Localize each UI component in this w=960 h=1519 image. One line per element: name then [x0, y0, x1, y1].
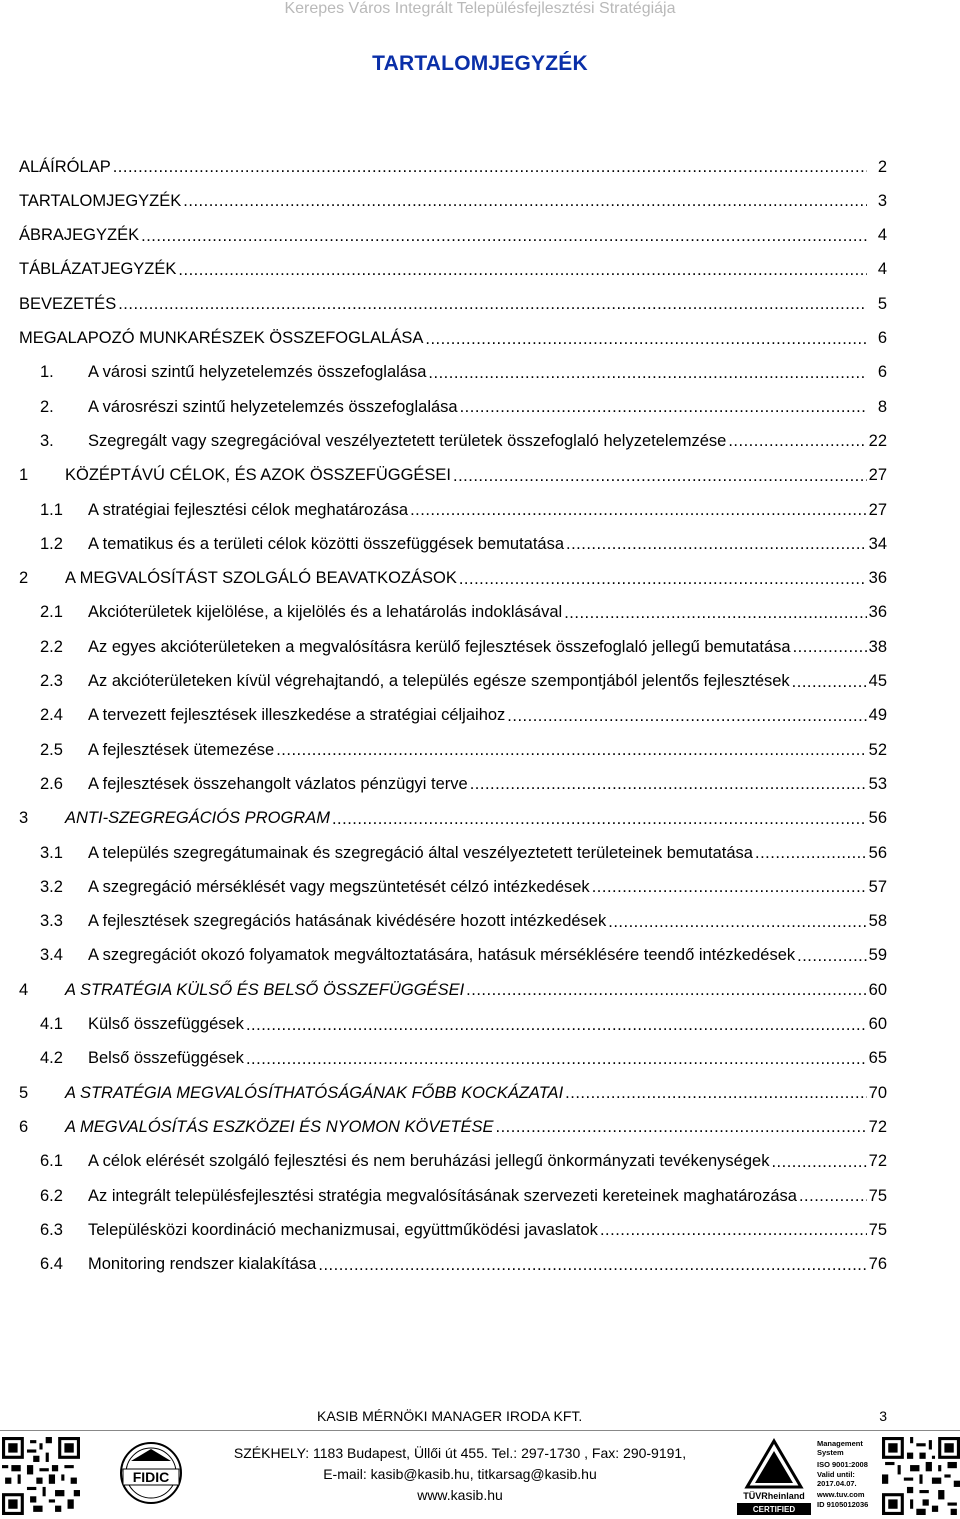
toc-entry-title: Településközi koordináció mechanizmusai, együttműködési javaslatok — [88, 1220, 598, 1239]
tuv-line-3: ISO 9001:2008 — [817, 1460, 868, 1469]
toc-entry-page: 22 — [868, 431, 887, 450]
toc-entry-number: 6.3 — [40, 1220, 63, 1239]
tuv-line-4: Valid until: — [817, 1470, 855, 1479]
toc-entry-number: 1.1 — [40, 500, 63, 519]
toc-entry[interactable] — [19, 150, 887, 184]
toc-entry-number: 6.1 — [40, 1152, 63, 1171]
toc-entry-page: 58 — [868, 912, 887, 931]
toc-leader-dots — [799, 1186, 867, 1206]
toc-entry[interactable] — [19, 527, 887, 561]
footer-email: E-mail: kasib@kasib.hu, titkarsag@kasib.hu — [323, 1466, 597, 1482]
toc-entry-page: 2 — [877, 157, 887, 176]
toc-entry-title: A városi szintű helyzetelemzés összefoglalása — [88, 363, 427, 382]
toc-entry-number: 6.2 — [40, 1186, 63, 1205]
toc-entry-title: Szegregált vagy szegregációval veszélyeztetett területek összefoglaló helyzetelemzése — [88, 431, 727, 450]
toc-entry-title: A szegregációt okozó folyamatok megváltoztatására, hatásuk mérséklésére teendő intézkedések — [88, 946, 796, 965]
toc-entry[interactable] — [19, 767, 887, 801]
toc-entry-page: 59 — [868, 946, 887, 965]
toc-entry-page: 53 — [868, 774, 887, 793]
qr-code-left-icon — [2, 1437, 80, 1515]
toc-leader-dots — [141, 226, 867, 246]
toc-entry[interactable] — [19, 1008, 887, 1042]
toc-entry-page: 65 — [868, 1049, 887, 1068]
toc-entry-page: 72 — [868, 1117, 887, 1136]
running-header: Kerepes Város Integrált Településfejlesztési Stratégiája — [284, 0, 676, 17]
toc-entry[interactable] — [19, 1145, 887, 1179]
toc-entry[interactable] — [19, 1042, 887, 1076]
toc-entry-page: 4 — [877, 260, 887, 279]
toc-entry-page: 52 — [868, 740, 887, 759]
toc-leader-dots — [496, 1117, 867, 1137]
toc-entry-title: Külső összefüggések — [88, 1015, 244, 1033]
toc-leader-dots — [459, 569, 867, 589]
toc-entry[interactable] — [19, 802, 887, 836]
toc-entry[interactable] — [19, 596, 887, 630]
toc-entry-page: 36 — [868, 569, 887, 588]
toc-entry[interactable] — [19, 836, 887, 870]
toc-entry[interactable] — [19, 665, 887, 699]
toc-entry-title: Akcióterületek kijelölése, a kijelölés és a lehatárolás indoklásával — [88, 603, 563, 622]
toc-entry-page: 45 — [868, 672, 887, 690]
fidic-logo-icon — [105, 1437, 197, 1515]
toc-leader-dots — [566, 534, 867, 554]
tuv-line-1: Management — [817, 1439, 863, 1448]
toc-entry-title: A szegregáció mérséklését vagy megszüntetését célzó intézkedések — [88, 877, 590, 896]
toc-entry[interactable] — [19, 390, 887, 424]
toc-entry-page: 75 — [868, 1186, 887, 1205]
toc-entry-title: A tervezett fejlesztések illeszkedése a stratégiai céljaihoz — [88, 706, 506, 725]
toc-entry-number: 2.1 — [40, 603, 63, 622]
toc-entry-title: Az egyes akcióterületeken a megvalósításra kerülő fejlesztések összefoglaló jellegű bemutatása — [88, 637, 791, 656]
footer-address: SZÉKHELY: 1183 Budapest, Üllői út 455. Tel.: 297-1730 , Fax: 290-9191, — [233, 1445, 687, 1461]
toc-entry[interactable] — [19, 459, 887, 493]
toc-entry[interactable] — [19, 493, 887, 527]
toc-entry-number: 2.3 — [40, 672, 63, 690]
toc-entry[interactable] — [19, 184, 887, 218]
toc-entry-title: BEVEZETÉS — [19, 294, 117, 313]
fidic-label: FIDIC — [132, 1469, 170, 1485]
toc-entry-number: 3 — [19, 809, 29, 828]
toc-entry[interactable] — [19, 1110, 887, 1144]
toc-entry-title: A fejlesztések szegregációs hatásának kivédésére hozott intézkedések — [88, 912, 607, 931]
toc-leader-dots — [564, 603, 866, 623]
toc-entry-page: 3 — [877, 191, 887, 210]
toc-entry-number: 3.3 — [40, 912, 63, 931]
toc-entry-title: A STRATÉGIA MEGVALÓSÍTHATÓSÁGÁNAK FŐBB KOCKÁZATAI — [65, 1083, 564, 1102]
toc-leader-dots — [470, 774, 867, 794]
toc-entry-page: 34 — [868, 534, 887, 553]
toc-entry-page: 70 — [868, 1083, 887, 1102]
toc-entry-page: 56 — [868, 809, 887, 828]
toc-entry-number: 6.4 — [40, 1255, 63, 1274]
footer-company-name: KASIB MÉRNÖKI MANAGER IRODA KFT. — [317, 1408, 583, 1424]
toc-entry[interactable] — [19, 424, 887, 458]
toc-entry-title: A stratégiai fejlesztési célok meghatározása — [88, 500, 409, 519]
toc-entry[interactable] — [19, 699, 887, 733]
toc-entry-title: A MEGVALÓSÍTÁS ESZKÖZEI ÉS NYOMON KÖVETÉSE — [65, 1117, 494, 1136]
toc-leader-dots — [592, 877, 867, 897]
toc-entry-page: 36 — [868, 603, 887, 622]
toc-leader-dots — [771, 1152, 866, 1172]
toc-entry-page: 49 — [868, 706, 887, 725]
toc-entry[interactable] — [19, 287, 887, 321]
toc-entry-number: 2.6 — [40, 774, 63, 793]
tuv-line-5: 2017.04.07. — [817, 1479, 857, 1488]
toc-leader-dots — [793, 637, 867, 657]
toc-entry-number: 3.2 — [40, 877, 63, 896]
toc-entry-title: ÁBRAJEGYZÉK — [19, 226, 140, 245]
toc-leader-dots — [425, 329, 867, 349]
toc-entry-number: 1 — [19, 466, 29, 485]
toc-entry[interactable] — [19, 905, 887, 939]
qr-code-right-icon — [882, 1437, 960, 1515]
toc-leader-dots — [755, 843, 867, 863]
toc-entry[interactable] — [19, 1179, 887, 1213]
toc-leader-dots — [453, 466, 867, 486]
toc-leader-dots — [600, 1220, 867, 1240]
toc-entry-page: 60 — [868, 980, 887, 999]
toc-entry-title: Az integrált településfejlesztési stratégia megvalósításának szervezeti kereteinek maghatározása — [88, 1186, 797, 1205]
toc-leader-dots — [466, 980, 866, 1000]
toc-entry-number: 4 — [19, 980, 29, 999]
toc-entry-title: A STRATÉGIA KÜLSŐ ÉS BELSŐ ÖSSZEFÜGGÉSEI — [65, 980, 465, 999]
toc-entry[interactable] — [19, 562, 887, 596]
toc-leader-dots — [460, 397, 867, 417]
toc-leader-dots — [608, 912, 866, 932]
toc-entry-page: 8 — [877, 397, 887, 416]
toc-entry-number: 6 — [19, 1117, 29, 1136]
toc-leader-dots — [792, 672, 867, 692]
toc-entry-title: A tematikus és a területi célok közötti összefüggések bemutatása — [88, 534, 565, 553]
toc-entry[interactable] — [19, 733, 887, 767]
footer-page-number: 3 — [879, 1408, 887, 1424]
toc-leader-dots — [565, 1083, 866, 1103]
toc-leader-dots — [797, 946, 867, 966]
footer-divider — [0, 1430, 960, 1431]
toc-leader-dots — [118, 294, 867, 314]
toc-entry[interactable] — [19, 219, 887, 253]
tuv-line-6: www.tuv.com — [817, 1490, 865, 1499]
toc-entry[interactable] — [19, 870, 887, 904]
toc-entry-number: 3.4 — [40, 946, 63, 965]
toc-entry-page: 60 — [868, 1015, 887, 1033]
footer-contact — [230, 1443, 690, 1506]
toc-entry-number: 5 — [19, 1083, 29, 1102]
footer-company-line — [280, 1408, 887, 1424]
toc-leader-dots — [332, 809, 867, 829]
toc-entry-page: 5 — [877, 294, 887, 313]
toc-leader-dots — [183, 191, 867, 211]
toc-entry[interactable] — [19, 253, 887, 287]
toc-entry-page: 4 — [877, 226, 887, 245]
tuv-line-2: System — [817, 1448, 844, 1457]
toc-leader-dots — [410, 500, 867, 520]
toc-entry[interactable] — [19, 1248, 887, 1282]
toc-entry-title: ANTI-SZEGREGÁCIÓS PROGRAM — [65, 809, 330, 828]
toc-entry-title: A település szegregátumainak és szegregáció által veszélyeztetett területeinek bemutatása — [88, 843, 753, 862]
page-title: TARTALOMJEGYZÉK — [372, 52, 588, 75]
toc-entry-title: A fejlesztések összehangolt vázlatos pénzügyi terve — [88, 774, 468, 793]
toc-leader-dots — [276, 740, 866, 760]
toc-entry-title: Belső összefüggések — [88, 1049, 244, 1068]
toc-entry-number: 2.5 — [40, 740, 63, 759]
toc-entry[interactable] — [19, 1213, 887, 1247]
toc-entry-title: A MEGVALÓSÍTÁST SZOLGÁLÓ BEAVATKOZÁSOK — [65, 569, 457, 588]
toc-entry-title: Az akcióterületeken kívül végrehajtandó, a település egésze szempontjából jelentős fejlesztések — [88, 672, 790, 690]
tuv-brand: TÜVRheinland — [743, 1491, 805, 1501]
toc-entry-page: 27 — [868, 500, 887, 519]
toc-entry-number: 3. — [40, 431, 54, 450]
toc-leader-dots — [428, 363, 867, 383]
toc-entry[interactable] — [19, 939, 887, 973]
toc-leader-dots — [318, 1255, 866, 1275]
toc-entry-title: TÁBLÁZATJEGYZÉK — [19, 260, 177, 279]
toc-entry-number: 2.2 — [40, 637, 63, 656]
tuv-certified: CERTIFIED — [752, 1505, 796, 1514]
toc-entry-title: A városrészi szintű helyzetelemzés összefoglalása — [88, 397, 458, 416]
toc-entry-number: 2.4 — [40, 706, 63, 725]
toc-leader-dots — [507, 706, 866, 726]
toc-entry-number: 1. — [40, 363, 54, 382]
toc-entry-page: 72 — [868, 1152, 887, 1171]
toc-entry-title: MEGALAPOZÓ MUNKARÉSZEK ÖSSZEFOGLALÁSA — [19, 329, 424, 347]
toc-entry-title: ALÁÍRÓLAP — [19, 157, 111, 176]
tuv-certification-logo-icon — [735, 1437, 883, 1517]
toc-entry-title: KÖZÉPTÁVÚ CÉLOK, ÉS AZOK ÖSSZEFÜGGÉSEI — [65, 466, 452, 485]
toc-entry-page: 57 — [868, 877, 887, 896]
toc-leader-dots — [178, 260, 867, 280]
toc-entry-number: 4.1 — [40, 1015, 63, 1033]
toc-entry-page: 38 — [868, 637, 887, 656]
toc-entry-number: 1.2 — [40, 534, 63, 553]
toc-leader-dots — [728, 431, 866, 451]
toc-entry[interactable] — [19, 630, 887, 664]
footer-website: www.kasib.hu — [417, 1487, 503, 1503]
toc-entry-page: 27 — [868, 466, 887, 485]
toc-entry-number: 2. — [40, 397, 54, 416]
toc-entry-page: 75 — [868, 1220, 887, 1239]
toc-entry[interactable] — [19, 973, 887, 1007]
toc-entry-title: TARTALOMJEGYZÉK — [19, 191, 182, 210]
toc-entry-page: 56 — [868, 843, 887, 862]
toc-leader-dots — [246, 1015, 867, 1035]
toc-leader-dots — [246, 1049, 867, 1069]
tuv-line-7: ID 9105012036 — [817, 1500, 869, 1509]
toc-entry-page: 6 — [877, 363, 887, 382]
toc-entry[interactable] — [19, 1076, 887, 1110]
toc-entry-title: A fejlesztések ütemezése — [88, 740, 275, 759]
toc-leader-dots — [113, 157, 867, 177]
toc-entry-title: Monitoring rendszer kialakítása — [88, 1255, 317, 1274]
toc-entry[interactable] — [19, 322, 887, 356]
toc-entry-page: 76 — [868, 1255, 887, 1274]
toc-entry-number: 3.1 — [40, 843, 63, 862]
toc-entry-title: A célok elérését szolgáló fejlesztési és nem beruházási jellegű önkormányzati tevékenységek — [88, 1152, 770, 1171]
toc-entry-page: 6 — [877, 329, 887, 347]
toc-entry-number: 4.2 — [40, 1049, 63, 1068]
toc-entry-number: 2 — [19, 569, 29, 588]
toc-entry[interactable] — [19, 356, 887, 390]
